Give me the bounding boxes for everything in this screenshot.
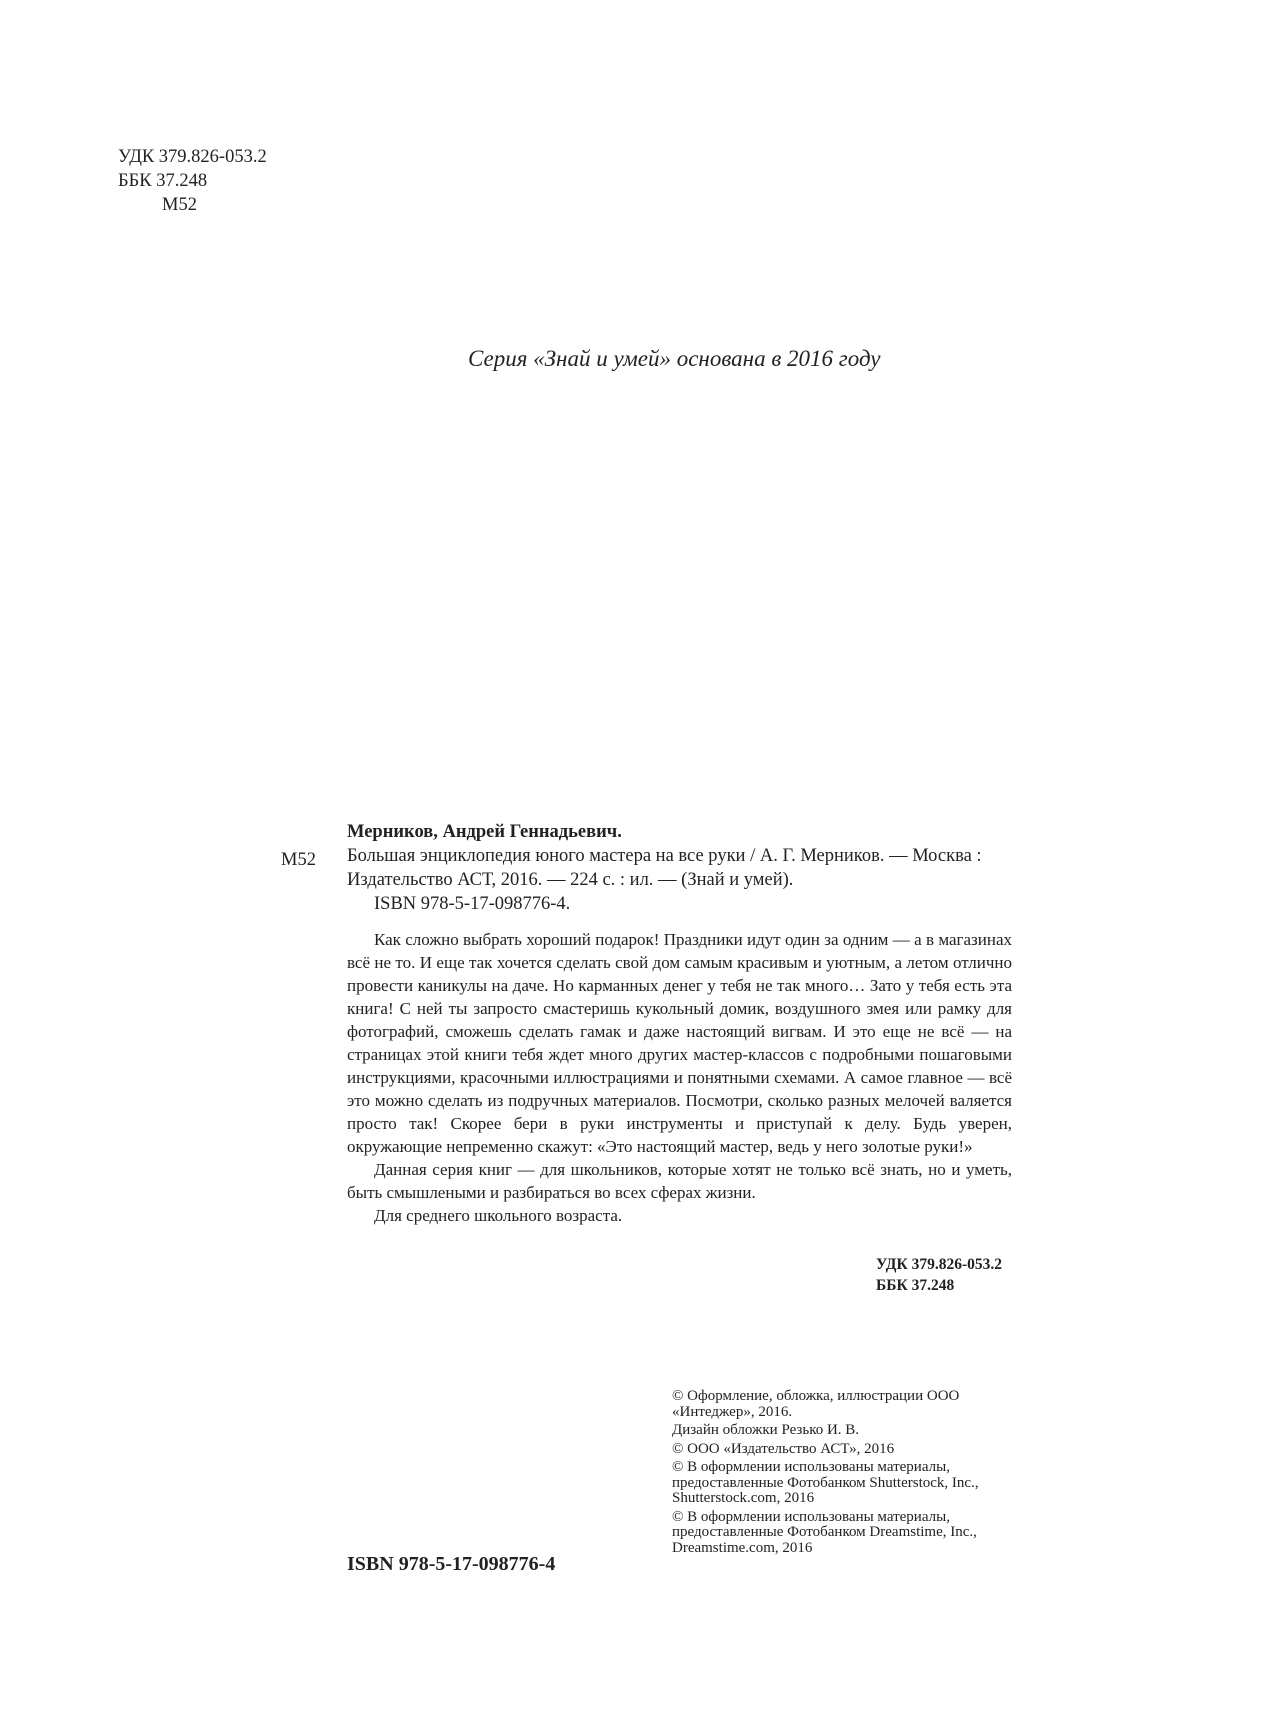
udk-bold: УДК 379.826-053.2 — [876, 1256, 1002, 1273]
catalog-card — [347, 820, 1012, 1227]
copyright-line: © ООО «Издательство АСТ», 2016 — [672, 1440, 895, 1457]
bbk-bold: ББК 37.248 — [876, 1277, 955, 1294]
copyright-line: © В оформлении использованы материалы, предоставленные Фотобанком Dreamstime, Inc., Dreamstime.com, 2016 — [672, 1508, 977, 1556]
copyright-line: Дизайн обложки Резько И. В. — [672, 1422, 860, 1438]
cutter-code: М52 — [162, 195, 197, 215]
annotation-paragraph: Как сложно выбрать хороший подарок! Праздники идут один за одним — а в магазинах всё не то. И еще так хочется сделать свой дом самым красивым и уютным, а летом отлично провести каникулы на даче. Но карманных денег у тебя не так много… Зато у тебя есть эта книга! С ней ты запросто смастеришь кукольный домик, воздушного змея или рамку для фотографий, сможешь сделать гамак и даже настоящий вигвам. И это еще не всё — на страницах этой книги тебя ждет много других мастер-классов с подробными пошаговыми инструкциями, красочными иллюстрациями и понятными схемами. А самое главное — всё это можно сделать из подручных материалов. Посмотри, сколько разных мелочей валяется просто так! Скорее бери в руки инструменты и приступай к делу. Будь уверен, окружающие непременно скажут: «Это настоящий мастер, ведь у него золотые руки!» — [347, 930, 1012, 1156]
series-note: Серия «Знай и умей» основана в 2016 году — [468, 346, 881, 371]
card-cutter: М52 — [281, 850, 316, 870]
card-title: Большая энциклопедия юного мастера на все руки / А. Г. Мерников. — Москва : Издательство АСТ, 2016. — 224 с. : ил. — (Знай и умей). — [347, 846, 982, 890]
index-codes — [118, 145, 267, 217]
isbn-bold: ISBN 978-5-17-098776-4 — [347, 1553, 556, 1575]
copyright-block — [672, 1389, 1012, 1559]
card-isbn: ISBN 978-5-17-098776-4. — [374, 894, 571, 914]
annotation — [347, 928, 1012, 1227]
bold-codes — [876, 1254, 1002, 1296]
copyright-line: © В оформлении использованы материалы, предоставленные Фотобанком Shutterstock, Inc., Shutterstock.com, 2016 — [672, 1459, 979, 1506]
bbk-code: ББК 37.248 — [118, 171, 208, 191]
udk-code: УДК 379.826-053.2 — [118, 147, 267, 167]
annotation-paragraph: Данная серия книг — для школьников, которые хотят не только всё знать, но и уметь, быть смышлеными и разбираться во всех сферах жизни. — [347, 1160, 1012, 1202]
card-author: Мерников, Андрей Геннадьевич. — [347, 822, 622, 842]
annotation-paragraph: Для среднего школьного возраста. — [374, 1206, 623, 1225]
copyright-line: © Оформление, обложка, иллюстрации ООО «Интеджер», 2016. — [672, 1388, 960, 1420]
